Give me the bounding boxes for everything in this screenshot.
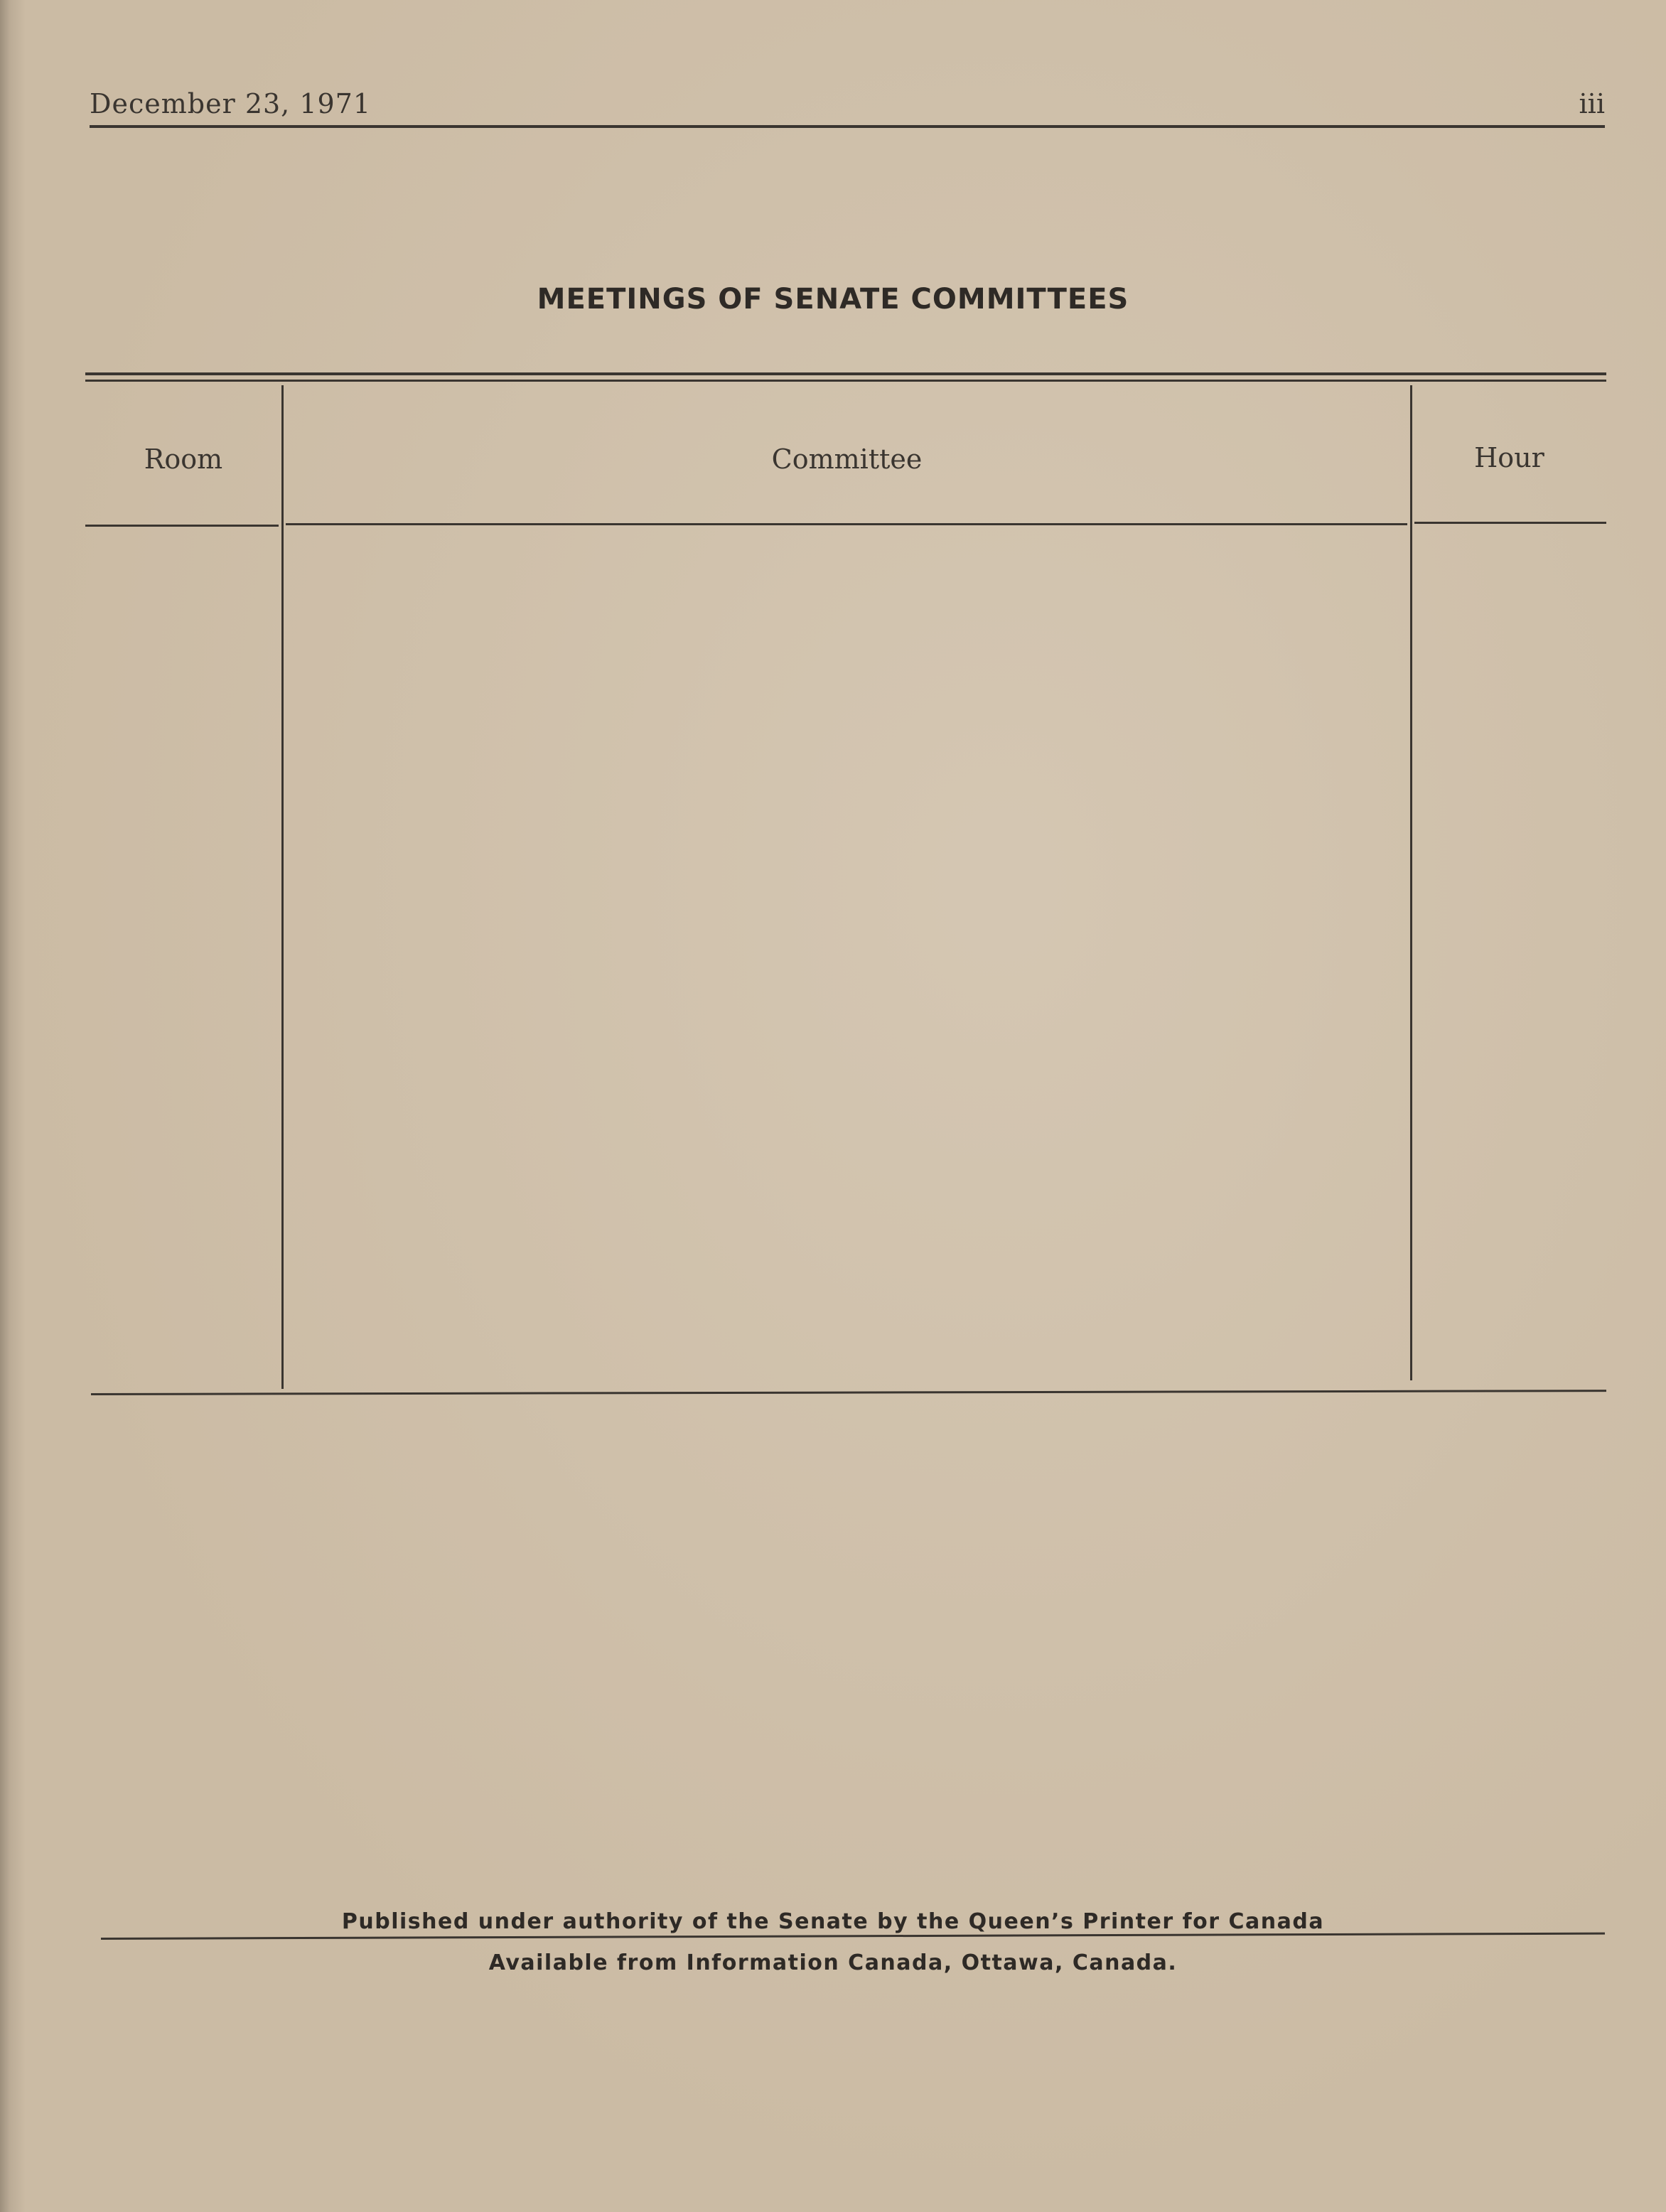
header-rule-hour (1414, 522, 1606, 524)
table-top-rule-2 (85, 380, 1606, 382)
header-rule-committee (286, 523, 1407, 525)
page-number: iii (1579, 88, 1605, 119)
header-rule-room (85, 525, 279, 527)
table-bottom-rule (91, 1390, 1606, 1395)
page-title: MEETINGS OF SENATE COMMITTEES (537, 283, 1129, 316)
column-header-committee: Committee (771, 444, 923, 475)
header-date: December 23, 1971 (90, 88, 372, 119)
table-top-rule-1 (85, 372, 1606, 375)
column-divider-right (1410, 385, 1412, 1380)
column-divider-left (281, 385, 284, 1389)
column-header-room: Room (144, 444, 223, 475)
imprint-published: Published under authority of the Senate by the Queen’s Printer for Canada (341, 1909, 1325, 1934)
column-header-hour: Hour (1474, 442, 1544, 473)
running-head (90, 84, 1605, 128)
imprint-available: Available from Information Canada, Ottawa, Canada. (488, 1950, 1178, 1975)
